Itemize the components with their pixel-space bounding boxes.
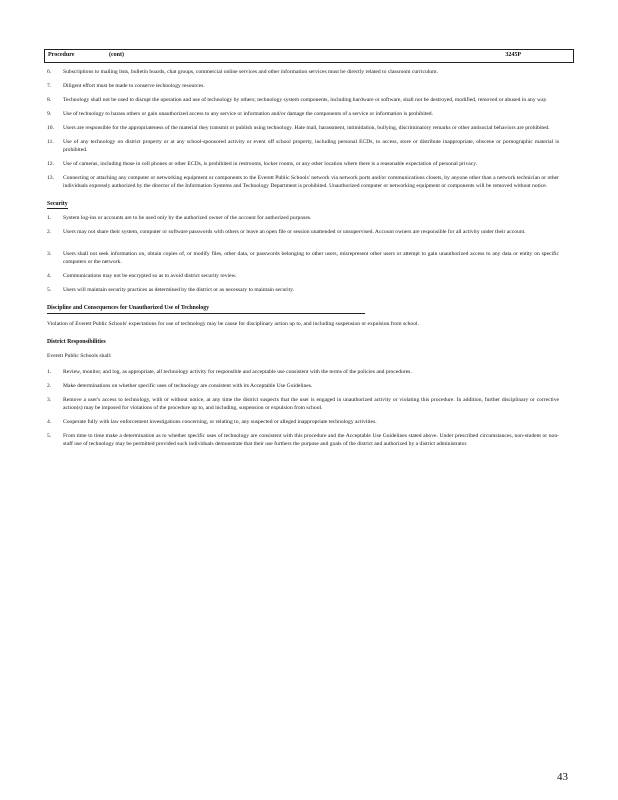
item-number: 4. xyxy=(47,419,52,425)
item-text: Review, monitor, and log, as appropriate, all technology activity for responsible and acceptable use consistent with the terms of the policies and procedures. xyxy=(63,369,412,375)
item-number: 10. xyxy=(47,125,54,131)
item-number: 2. xyxy=(47,229,52,235)
district-list xyxy=(47,368,559,448)
security-list xyxy=(47,214,559,294)
item-number: 5. xyxy=(47,433,52,439)
item-number: 4. xyxy=(47,273,52,279)
list-item xyxy=(47,396,559,412)
item-number: 13. xyxy=(47,175,54,181)
list-item xyxy=(47,272,559,280)
list-item xyxy=(47,124,559,132)
list-item xyxy=(47,368,559,376)
list-item xyxy=(47,174,559,190)
district-intro: Everett Public Schools shall: xyxy=(47,353,112,359)
security-heading: Security xyxy=(47,201,68,207)
list-item xyxy=(47,82,559,90)
item-text: Use of any technology on district property or at any school-sponsored activity or event off school property, including personal ECDs, to access, store or distribute inappropriate, obscene or pornographic material is prohibited. xyxy=(63,139,559,153)
rules-list xyxy=(47,68,559,190)
item-text: Diligent effort must be made to conserve technology resources. xyxy=(63,83,205,89)
document-body xyxy=(47,68,559,454)
item-number: 8. xyxy=(47,97,52,103)
list-item xyxy=(47,138,559,154)
district-heading: District Responsibilities xyxy=(47,339,106,345)
item-text: Make determinations on whether specific uses of technology are consistent with its Acceptable Use Guidelines. xyxy=(63,383,313,389)
item-number: 1. xyxy=(47,215,52,221)
item-text: Users shall not seek information on, obtain copies of, or modify files, other data, or passwords belonging to other users, misrepresent other users or attempt to gain unauthorized access to any data or entity on specific computers or the network. xyxy=(63,251,559,265)
list-item xyxy=(47,96,559,104)
item-text: Communications may not be encrypted so as to avoid district security review. xyxy=(63,273,237,279)
item-number: 7. xyxy=(47,83,52,89)
list-item xyxy=(47,110,559,118)
procedure-code: 3245P xyxy=(505,52,521,58)
list-item xyxy=(47,68,559,76)
item-number: 12. xyxy=(47,161,54,167)
item-number: 9. xyxy=(47,111,52,117)
item-text: Users are responsible for the appropriateness of the material they transmit or publish using technology. Hate mail, harassment, intimidation, bullying, discriminatory remarks or other antisocial behaviors are prohibited. xyxy=(63,125,550,131)
list-item xyxy=(47,214,559,222)
list-item xyxy=(47,382,559,390)
item-number: 1. xyxy=(47,369,52,375)
item-text: Connecting or attaching any computer or networking equipment or components to the Everett Public Schools' network via network ports and/or communications closets, by anyone other than a network technician or other individuals expressly authorized by the director of the Information Systems and Technology Department is prohibited. Unauthorized computer or networking equipment or components will be removed without notice. xyxy=(63,175,559,189)
item-number: 3. xyxy=(47,251,52,257)
procedure-cont: (cont) xyxy=(109,52,124,58)
item-number: 5. xyxy=(47,287,52,293)
item-number: 2. xyxy=(47,383,52,389)
item-text: Use of cameras, including those in cell phones or other ECDs, is prohibited in restrooms, locker rooms, or any other location where there is a reasonable expectation of personal privacy. xyxy=(63,161,478,167)
list-item xyxy=(47,228,559,236)
item-number: 3. xyxy=(47,397,52,403)
item-text: Remove a user's access to technology, with or without notice, at any time the district suspects that the user is engaged in unauthorized activity or violating this procedure. In addition, further disciplinary or corrective action(s) may be imposed for violations of the procedure up to, and including, suspension or expulsion from school. xyxy=(63,397,559,411)
page-number: 43 xyxy=(557,771,568,783)
list-item xyxy=(47,418,559,426)
item-text: System log-ins or accounts are to be used only by the authorized owner of the account for authorized purposes. xyxy=(63,215,312,221)
list-item xyxy=(47,286,559,294)
item-number: 6. xyxy=(47,69,52,75)
list-item xyxy=(47,160,559,168)
list-item xyxy=(47,432,559,448)
item-text: Cooperate fully with law enforcement investigations concerning, or relating to, any suspected or alleged inappropriate technology activities. xyxy=(63,419,377,425)
item-text: Users may not share their system, computer or software passwords with others or leave an open file or session unattended or unsupervised. Account owners are responsible for all activity under their account. xyxy=(63,229,526,235)
item-text: Technology shall not be used to disrupt the operation and use of technology by others; technology system components, including hardware or software, shall not be destroyed, modified, removed or abused in any way. xyxy=(63,97,548,103)
discipline-text: Violation of Everett Public Schools' expectations for use of technology may be cause for disciplinary action up to, and including suspension or expulsion from school. xyxy=(47,321,419,327)
item-text: Users will maintain security practices as determined by the district or as necessary to maintain security. xyxy=(63,287,295,293)
item-text: From time to time make a determination as to whether specific uses of technology are consistent with this procedure and the Acceptable Use Guidelines stated above. Under prescribed circumstances, non-student or non-staff use of technology may be permitted provided such individuals demonstrate that their use furthers the purpose and goals of the district and authorized by a district administrator. xyxy=(63,433,559,447)
discipline-heading: Discipline and Consequences for Unauthorized Use of Technology xyxy=(47,304,559,314)
list-item xyxy=(47,250,559,266)
item-text: Subscriptions to mailing lists, bulletin boards, chat groups, commercial online services and other information services must be directly related to classroom curriculum. xyxy=(63,69,438,75)
item-number: 11. xyxy=(47,139,54,145)
item-text: Use of technology to harass others or gain unauthorized access to any service or information and/or damage the components of a service or information is prohibited. xyxy=(63,111,434,117)
procedure-header xyxy=(44,49,574,63)
procedure-title: Procedure xyxy=(48,52,75,58)
